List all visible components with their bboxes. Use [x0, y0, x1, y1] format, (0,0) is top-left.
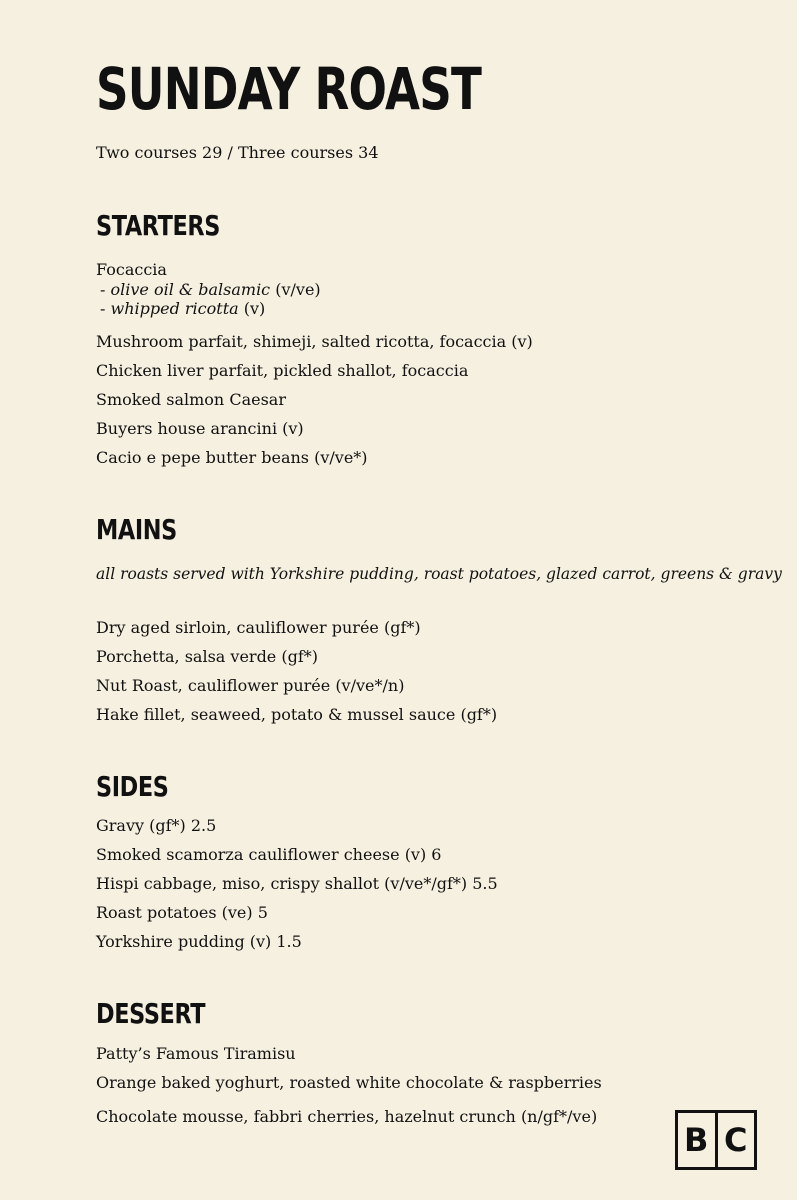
- dessert-heading: DESSERT: [96, 997, 206, 1030]
- sides-heading: SIDES: [96, 770, 169, 803]
- starter-item: Mushroom parfait, shimeji, salted ricotta, focaccia (v): [96, 332, 533, 351]
- side-item: Yorkshire pudding (v) 1.5: [96, 932, 302, 951]
- starter-focaccia: Focaccia: [96, 260, 167, 279]
- main-item: Porchetta, salsa verde (gf*): [96, 647, 319, 666]
- starter-item: Smoked salmon Caesar: [96, 390, 286, 409]
- mains-heading: MAINS: [96, 513, 177, 546]
- starters-heading: STARTERS: [96, 209, 221, 242]
- focaccia-option: - olive oil & balsamic (v/ve): [100, 280, 321, 299]
- logo-letter-c: C: [724, 1121, 748, 1159]
- main-item: Dry aged sirloin, cauliflower purée (gf*): [96, 618, 421, 637]
- main-item: Hake fillet, seaweed, potato & mussel sauce (gf*): [96, 705, 498, 724]
- starter-item: Chicken liver parfait, pickled shallot, focaccia: [96, 361, 469, 380]
- side-item: Roast potatoes (ve) 5: [96, 903, 268, 922]
- main-item: Nut Roast, cauliflower purée (v/ve*/n): [96, 676, 405, 695]
- focaccia-option-desc: whipped ricotta: [110, 299, 239, 318]
- menu-title: SUNDAY ROAST: [96, 55, 482, 123]
- side-item: Smoked scamorza cauliflower cheese (v) 6: [96, 845, 442, 864]
- starter-item: Cacio e pepe butter beans (v/ve*): [96, 448, 368, 467]
- dessert-item: Orange baked yoghurt, roasted white chocolate & raspberries: [96, 1073, 602, 1092]
- logo-letter-b: B: [684, 1121, 709, 1159]
- bc-logo: [675, 1110, 757, 1170]
- price-line: Two courses 29 / Three courses 34: [96, 143, 379, 162]
- focaccia-option: - whipped ricotta (v): [100, 299, 266, 318]
- mains-note: all roasts served with Yorkshire pudding, roast potatoes, glazed carrot, greens & gravy: [96, 565, 782, 583]
- focaccia-option-diet: (v): [243, 299, 266, 318]
- focaccia-option-desc: olive oil & balsamic: [110, 280, 271, 299]
- dessert-item: Patty’s Famous Tiramisu: [96, 1044, 296, 1063]
- side-item: Hispi cabbage, miso, crispy shallot (v/ve*/gf*) 5.5: [96, 874, 498, 893]
- side-item: Gravy (gf*) 2.5: [96, 816, 217, 835]
- starter-item: Buyers house arancini (v): [96, 419, 304, 438]
- dessert-item: Chocolate mousse, fabbri cherries, hazelnut crunch (n/gf*/ve): [96, 1107, 598, 1126]
- focaccia-option-diet: (v/ve): [275, 280, 321, 299]
